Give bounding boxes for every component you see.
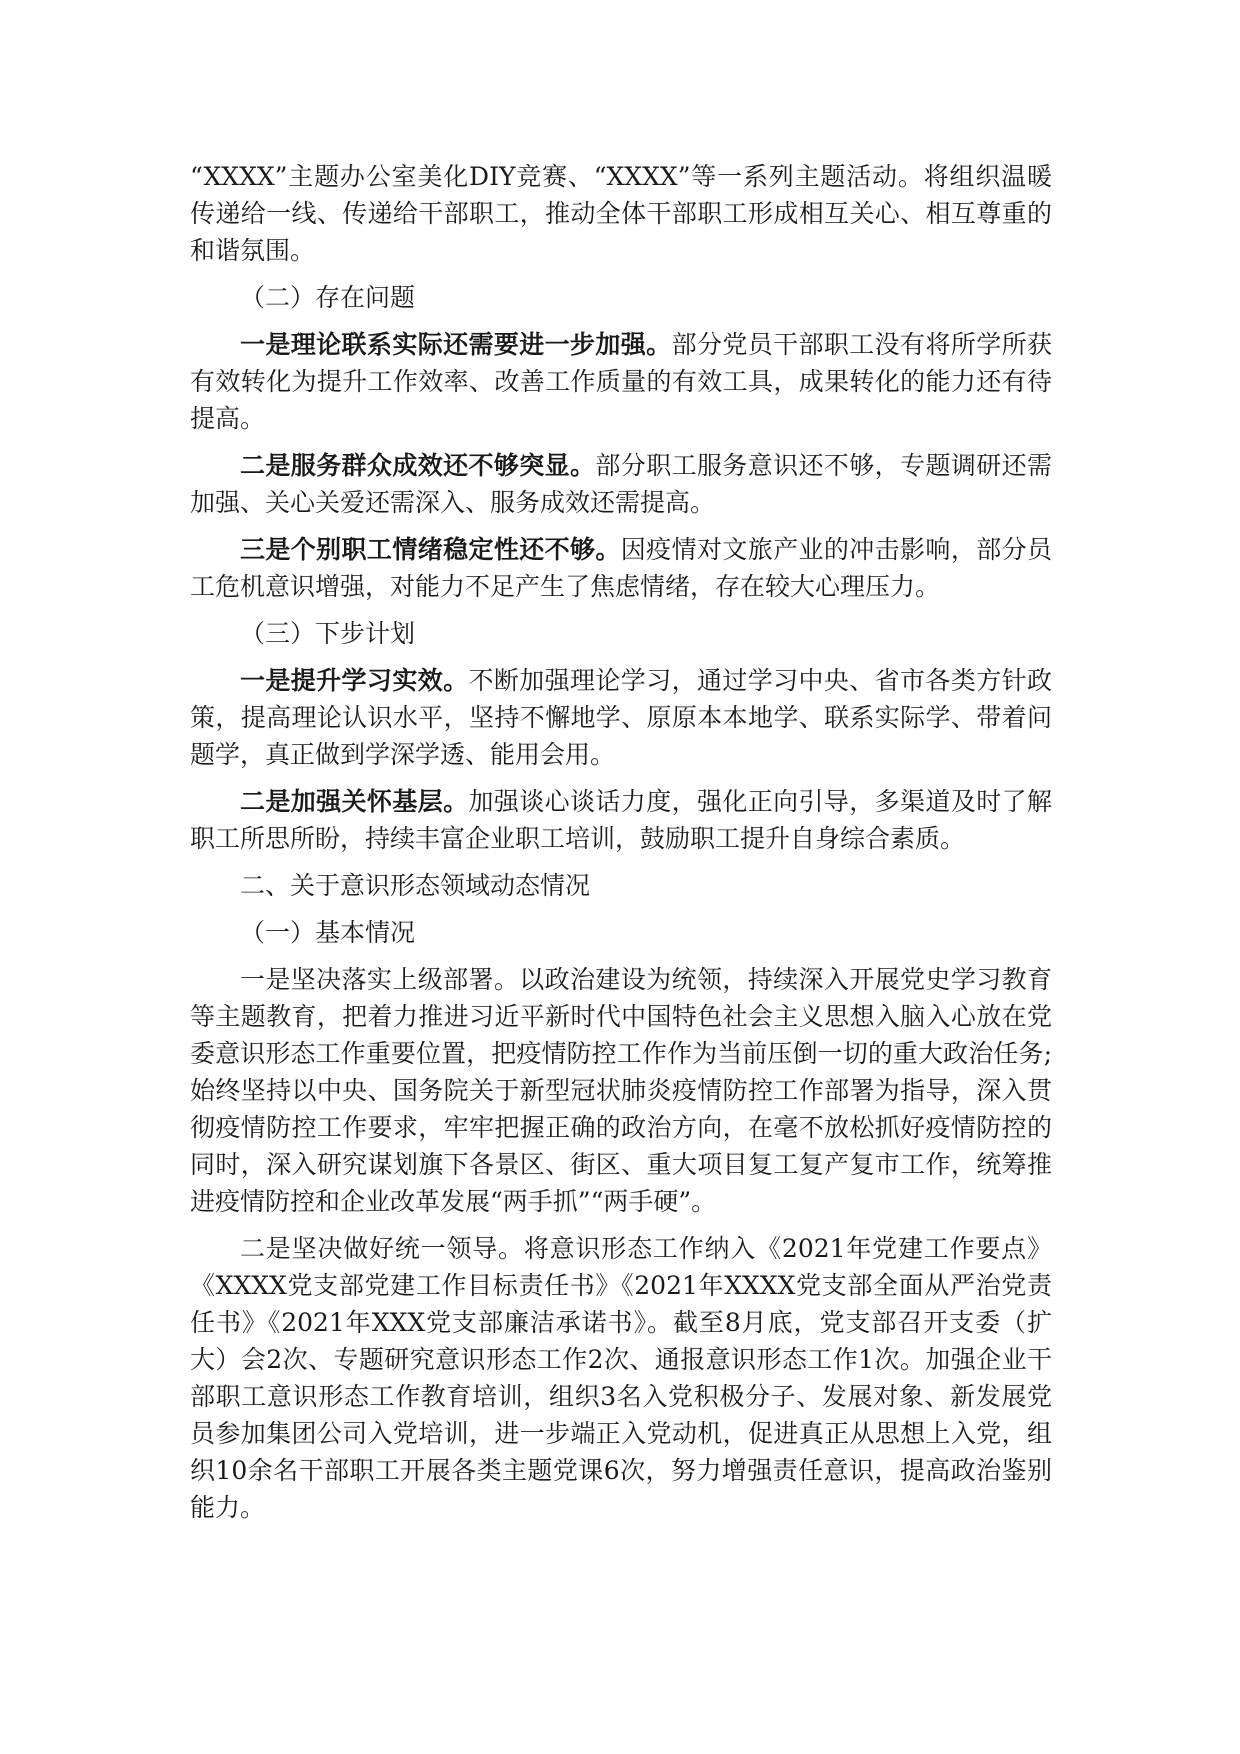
heading-basic-situation: （一）基本情况: [240, 918, 416, 947]
problem-1-lead: 一是理论联系实际还需要进一步加强。: [240, 330, 672, 359]
heading-existing-problems: （二）存在问题: [240, 283, 416, 312]
plan-1-text: 不断加强理论学习，通过学习中央、省市各类方针政策，提高理论认识水平，坚持不懈地学、原原本本地学、联系实际学、带着问题学，真正做到学深学透、能用会用。: [190, 666, 1052, 769]
problem-3-text: 因疫情对文旅产业的冲击影响，部分员工危机意识增强，对能力不足产生了焦虑情绪，存在较大心理压力。: [190, 535, 1052, 601]
plan-2-lead: 二是加强关怀基层。: [240, 787, 469, 816]
paragraph-basic-1: 一是坚决落实上级部署。以政治建设为统领，持续深入开展党史学习教育等主题教育，把着力推进习近平新时代中国特色社会主义思想入脑入心放在党委意识形态工作重要位置，把疫情防控工作作为当前压倒一切的重大政治任务;始终坚持以中央、国务院关于新型冠状肺炎疫情防控工作部署为指导，深入贯彻疫情防控工作要求，牢牢把握正确的政治方向，在毫不放松抓好疫情防控的同时，深入研究谋划旗下各景区、街区、重大项目复工复产复市工作，统筹推进疫情防控和企业改革发展“两手抓”“两手硬”。: [190, 965, 1052, 1216]
problem-3-lead: 三是个别职工情绪稳定性还不够。: [240, 535, 621, 564]
paragraph-problem-1: [190, 326, 1052, 437]
paragraph-activities: “XXXX”主题办公室美化DIY竞赛、“XXXX”等一系列主题活动。将组织温暖传递给一线、传递给干部职工，推动全体干部职工形成相互关心、相互尊重的和谐氛围。: [190, 162, 1052, 265]
paragraph-plan-1: [190, 662, 1052, 773]
heading-next-plan: （三）下步计划: [240, 619, 416, 648]
problem-1-text: 部分党员干部职工没有将所学所获有效转化为提升工作效率、改善工作质量的有效工具，成果转化的能力还有待提高。: [190, 330, 1052, 433]
document-page: [190, 158, 1052, 1536]
plan-2-text: 加强谈心谈话力度，强化正向引导，多渠道及时了解职工所思所盼，持续丰富企业职工培训，鼓励职工提升自身综合素质。: [190, 787, 1052, 853]
paragraph-basic-2: 二是坚决做好统一领导。将意识形态工作纳入《2021年党建工作要点》《XXXX党支部党建工作目标责任书》《2021年XXXX党支部全面从严治党责任书》《2021年XXX党支部廉洁承诺书》。截至8月底，党支部召开支委（扩大）会2次、专题研究意识形态工作2次、通报意识形态工作1次。加强企业干部职工意识形态工作教育培训，组织3名入党积极分子、发展对象、新发展党员参加集团公司入党培训，进一步端正入党动机，促进真正从思想上入党，组织10余名干部职工开展各类主题党课6次，努力增强责任意识，提高政治鉴别能力。: [190, 1234, 1052, 1522]
heading-section-2: 二、关于意识形态领域动态情况: [240, 871, 591, 900]
plan-1-lead: 一是提升学习实效。: [240, 666, 469, 695]
paragraph-plan-2: [190, 783, 1052, 857]
paragraph-problem-3: [190, 531, 1052, 605]
problem-2-text: 部分职工服务意识还不够，专题调研还需加强、关心关爱还需深入、服务成效还需提高。: [190, 451, 1052, 517]
problem-2-lead: 二是服务群众成效还不够突显。: [240, 451, 596, 480]
paragraph-problem-2: [190, 447, 1052, 521]
